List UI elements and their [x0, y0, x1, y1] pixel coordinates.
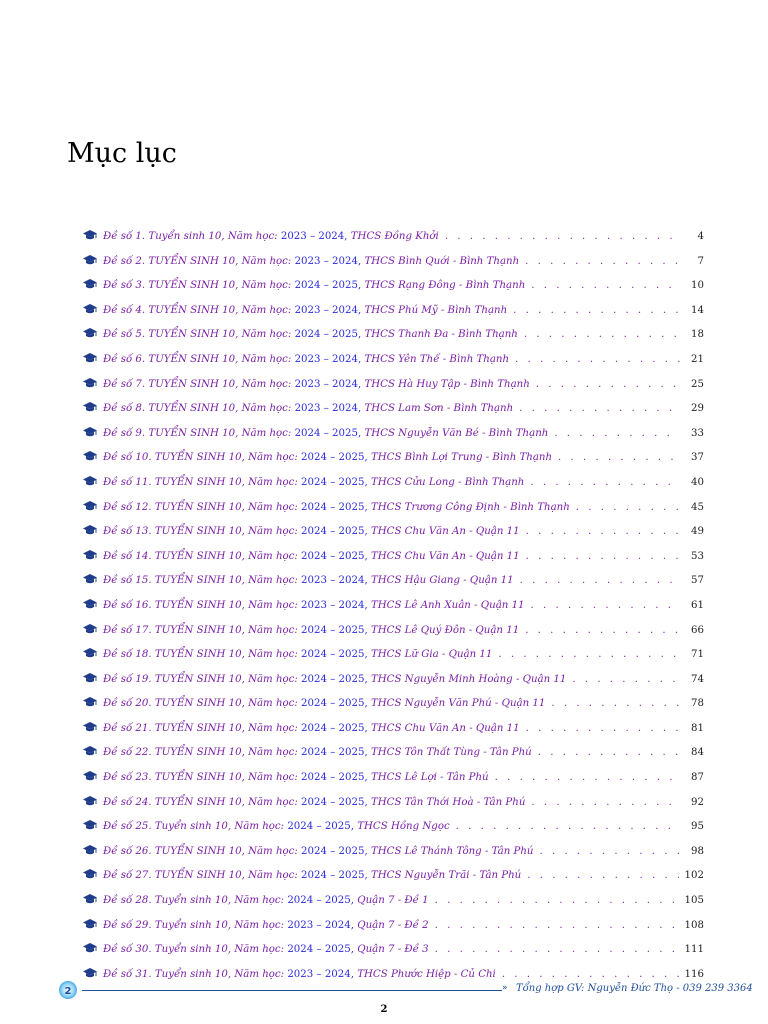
toc-entry-school: THCS Chu Văn An - Quận 11: [370, 550, 520, 562]
toc-entry-year: 2024 – 2025,: [301, 452, 368, 464]
toc-dot-leader: [456, 818, 680, 836]
toc-entry-school: THCS Rạng Đông - Bình Thạnh: [364, 280, 526, 292]
toc-entry-prefix: TUYỂN SINH 10, Năm học:: [148, 427, 292, 439]
toc-entry-year: 2024 – 2025,: [301, 722, 368, 734]
toc-entry-label: Đề số 20.: [103, 698, 152, 710]
footer-credit: Tổng hợp GV: Nguyễn Đức Thọ - 039 239 3364: [516, 983, 753, 994]
graduation-cap-icon: [83, 378, 97, 389]
toc-entry-year: 2024 – 2025,: [287, 895, 354, 907]
toc-entry-year: 2024 – 2025,: [294, 427, 362, 439]
graduation-cap-icon: [83, 624, 97, 635]
toc-entry-year: 2023 – 2024,: [294, 353, 362, 365]
toc-entry-text: [103, 597, 525, 615]
toc-entry-school: THCS Chu Văn An - Quận 11: [370, 722, 520, 734]
toc-entry[interactable]: [83, 548, 704, 573]
toc-entry-label: Đề số 2.: [103, 255, 146, 267]
toc-entry-prefix: TUYỂN SINH 10, Năm học:: [148, 329, 292, 341]
toc-entry-label: Đề số 18.: [103, 649, 152, 661]
toc-entry-text: [103, 917, 429, 935]
toc-entry-page: 116: [684, 968, 704, 980]
toc-dot-leader: [435, 892, 679, 910]
toc-entry-text: [103, 867, 521, 885]
toc-entry[interactable]: [83, 425, 704, 450]
toc-entry-school: THCS Tôn Thất Tùng - Tân Phú: [370, 747, 532, 759]
page-footer: [58, 980, 753, 1000]
graduation-cap-icon: [83, 648, 97, 659]
toc-entry-label: Đề số 9.: [103, 427, 146, 439]
toc-entry[interactable]: [83, 941, 704, 966]
toc-entry-year: 2024 – 2025,: [301, 624, 368, 636]
toc-entry-year: 2023 – 2024,: [287, 919, 354, 931]
toc-entry-label: Đề số 22.: [103, 747, 152, 759]
toc-entry-page: 18: [691, 329, 704, 341]
toc-entry-prefix: Tuyển sinh 10, Năm học:: [154, 919, 285, 931]
toc-entry-page: 49: [691, 526, 704, 538]
toc-entry-page: 53: [691, 550, 704, 562]
toc-entry[interactable]: [83, 376, 704, 401]
toc-entry-school: THCS Tân Thới Hoà - Tân Phú: [370, 796, 526, 808]
toc-entry-prefix: Tuyển sinh 10, Năm học:: [148, 231, 278, 242]
toc-entry-prefix: TUYỂN SINH 10, Năm học:: [148, 378, 292, 390]
toc-entry-page: 29: [691, 403, 704, 415]
graduation-cap-icon: [83, 746, 97, 757]
toc-entry-year: 2024 – 2025,: [301, 772, 368, 784]
toc-entry-school: THCS Lê Anh Xuân - Quận 11: [370, 599, 525, 611]
toc-entry-label: Đề số 13.: [103, 526, 152, 538]
toc-entry-year: 2024 – 2025,: [301, 501, 368, 513]
toc-entry[interactable]: [83, 277, 704, 302]
toc-entry-prefix: TUYỂN SINH 10, Năm học:: [154, 747, 298, 759]
toc-entry-text: [103, 744, 532, 762]
toc-entry-page: 66: [691, 624, 704, 636]
toc-entry-page: 25: [691, 378, 704, 390]
toc-dot-leader: [551, 695, 680, 713]
toc-entry-text: [103, 769, 489, 787]
toc-entry-year: 2023 – 2024,: [294, 255, 362, 267]
toc-entry-school: THCS Bình Lợi Trung - Bình Thạnh: [370, 452, 553, 464]
graduation-cap-icon: [83, 427, 97, 438]
graduation-cap-icon: [83, 869, 97, 880]
toc-entry-text: [103, 622, 519, 640]
toc-entry-label: Đề số 26.: [103, 845, 152, 857]
toc-entry-page: 98: [691, 845, 704, 857]
toc-entry-school: Quận 7 - Đề 3: [357, 944, 429, 956]
toc-dot-leader: [520, 572, 680, 590]
toc-entry-page: 87: [691, 772, 704, 784]
toc-entry-page: 14: [691, 304, 704, 316]
graduation-cap-icon: [83, 476, 97, 487]
toc-entry-label: Đề số 15.: [103, 575, 152, 587]
toc-entry-school: THCS Bình Quới - Bình Thạnh: [364, 255, 520, 267]
toc-entry-prefix: TUYỂN SINH 10, Năm học:: [148, 255, 292, 267]
toc-entry-year: 2024 – 2025,: [301, 526, 368, 538]
toc-entry-prefix: TUYỂN SINH 10, Năm học:: [154, 722, 298, 734]
toc-entry-prefix: TUYỂN SINH 10, Năm học:: [154, 796, 298, 808]
toc-entry-page: 111: [684, 944, 704, 956]
toc-entry-label: Đề số 7.: [103, 378, 146, 390]
toc-entry-school: THCS Nguyễn Trãi - Tân Phú: [370, 870, 522, 882]
toc-entry-prefix: TUYỂN SINH 10, Năm học:: [154, 624, 298, 636]
toc-entry[interactable]: [83, 326, 704, 351]
toc-entry[interactable]: [83, 302, 704, 327]
toc-entry-text: [103, 253, 519, 271]
toc-entry-year: 2023 – 2024,: [294, 403, 362, 415]
toc-entry-label: Đề số 28.: [103, 895, 152, 907]
toc-entry-label: Đề số 3.: [103, 280, 146, 292]
toc-entry-label: Đề số 12.: [103, 501, 152, 513]
toc-dot-leader: [495, 769, 680, 787]
double-chevron-icon: »: [502, 983, 508, 993]
footer-badge-number: 2: [64, 986, 72, 997]
toc-entry-text: [103, 400, 513, 418]
toc-entry-year: 2023 – 2024,: [301, 575, 368, 587]
toc-entry-label: Đề số 31.: [103, 968, 152, 980]
graduation-cap-icon: [83, 894, 97, 905]
toc-entry[interactable]: [83, 351, 704, 376]
toc-entry-page: 102: [684, 870, 704, 882]
toc-entry[interactable]: [83, 228, 704, 253]
toc-entry[interactable]: [83, 917, 704, 942]
toc-entry-page: 81: [691, 722, 704, 734]
toc-entry-year: 2023 – 2024,: [280, 231, 348, 242]
toc-entry[interactable]: [83, 597, 704, 622]
toc-dot-leader: [576, 499, 680, 517]
toc-entry-prefix: Tuyển sinh 10, Năm học:: [154, 895, 285, 907]
toc-dot-leader: [526, 720, 680, 738]
graduation-cap-icon: [83, 919, 97, 930]
toc-entry-year: 2023 – 2024,: [287, 968, 354, 980]
toc-entry-prefix: TUYỂN SINH 10, Năm học:: [148, 280, 292, 292]
toc-entry-label: Đề số 8.: [103, 403, 146, 415]
toc-entry-label: Đề số 4.: [103, 304, 146, 316]
toc-dot-leader: [531, 794, 680, 812]
toc-entry-year: 2024 – 2025,: [301, 550, 368, 562]
toc-entry-year: 2024 – 2025,: [287, 821, 354, 833]
toc-entry-school: THCS Hà Huy Tập - Bình Thạnh: [364, 378, 530, 390]
toc-entry[interactable]: [83, 818, 704, 843]
toc-entry-school: THCS Chu Văn An - Quận 11: [370, 526, 520, 538]
toc-entry-page: 57: [691, 575, 704, 587]
toc-entry[interactable]: [83, 892, 704, 917]
toc-entry-prefix: TUYỂN SINH 10, Năm học:: [154, 550, 298, 562]
toc-entry[interactable]: [83, 572, 704, 597]
toc-entry-text: [103, 425, 548, 443]
toc-entry-label: Đề số 21.: [103, 722, 152, 734]
toc-dot-leader: [519, 400, 680, 418]
graduation-cap-icon: [83, 353, 97, 364]
toc-dot-leader: [445, 228, 680, 246]
toc-entry-text: [103, 326, 518, 344]
toc-title: Mục lục: [67, 138, 177, 169]
toc-entry-year: 2024 – 2025,: [301, 476, 368, 488]
toc-entry-page: 95: [691, 821, 704, 833]
toc-entry-school: THCS Cửu Long - Bình Thạnh: [370, 476, 525, 488]
toc-entry-page: 105: [684, 895, 704, 907]
graduation-cap-icon: [83, 673, 97, 684]
graduation-cap-icon: [83, 550, 97, 561]
toc-entry-text: [103, 548, 520, 566]
toc-entry-year: 2024 – 2025,: [301, 673, 368, 685]
toc-dot-leader: [554, 425, 680, 443]
toc-dot-leader: [526, 523, 680, 541]
toc-entry-label: Đề số 17.: [103, 624, 152, 636]
toc-entry-school: THCS Lê Thánh Tông - Tân Phú: [370, 845, 534, 857]
toc-entry[interactable]: [83, 499, 704, 524]
toc-entry-school: Quận 7 - Đề 2: [357, 919, 429, 931]
toc-entry-text: [103, 843, 533, 861]
toc-dot-leader: [539, 843, 680, 861]
toc-entry-prefix: TUYỂN SINH 10, Năm học:: [154, 452, 298, 464]
toc-entry[interactable]: [83, 794, 704, 819]
toc-entry-text: [103, 794, 525, 812]
toc-entry-prefix: TUYỂN SINH 10, Năm học:: [148, 403, 292, 415]
toc-entry-page: 33: [691, 427, 704, 439]
toc-entry-school: THCS Đồng Khởi: [350, 231, 439, 242]
toc-entry[interactable]: [83, 646, 704, 671]
toc-entry-prefix: Tuyển sinh 10, Năm học:: [154, 944, 285, 956]
toc-entry-year: 2024 – 2025,: [301, 698, 368, 710]
toc-entry-year: 2024 – 2025,: [294, 280, 362, 292]
toc-entry-label: Đề số 5.: [103, 329, 146, 341]
toc-dot-leader: [531, 277, 680, 295]
toc-entry-prefix: TUYỂN SINH 10, Năm học:: [154, 575, 298, 587]
toc-entry-page: 71: [691, 649, 704, 661]
toc-entry-page: 74: [691, 673, 704, 685]
toc-entry-prefix: TUYỂN SINH 10, Năm học:: [154, 501, 298, 513]
toc-entry-text: [103, 499, 570, 517]
graduation-cap-icon: [83, 845, 97, 856]
toc-entry-school: THCS Phước Hiệp - Củ Chi: [357, 968, 496, 980]
toc-entry[interactable]: [83, 622, 704, 647]
toc-entry-prefix: TUYỂN SINH 10, Năm học:: [154, 772, 298, 784]
toc-entry-text: [103, 572, 514, 590]
toc-entry[interactable]: [83, 769, 704, 794]
toc-entry-page: 61: [691, 599, 704, 611]
page-number: 2: [380, 1004, 388, 1015]
toc-entry-label: Đề số 25.: [103, 821, 152, 833]
toc-entry-school: THCS Phú Mỹ - Bình Thạnh: [364, 304, 508, 316]
toc-entry-text: [103, 818, 450, 836]
graduation-cap-icon: [83, 771, 97, 782]
graduation-cap-icon: [83, 697, 97, 708]
toc-entry-school: THCS Nguyễn Văn Bé - Bình Thạnh: [364, 427, 549, 439]
toc-dot-leader: [536, 376, 680, 394]
toc-entry-page: 7: [697, 255, 704, 267]
toc-entry-year: 2024 – 2025,: [294, 329, 362, 341]
toc-entry-text: [103, 941, 429, 959]
toc-entry-year: 2024 – 2025,: [301, 796, 368, 808]
toc-entry[interactable]: [83, 671, 704, 696]
toc-entry-label: Đề số 30.: [103, 944, 152, 956]
toc-entry[interactable]: [83, 523, 704, 548]
graduation-cap-icon: [83, 255, 97, 266]
toc-dot-leader: [526, 548, 680, 566]
toc-entry-page: 84: [691, 747, 704, 759]
toc-entry-year: 2024 – 2025,: [287, 944, 354, 956]
toc-entry-prefix: TUYỂN SINH 10, Năm học:: [148, 353, 292, 365]
toc-entry-label: Đề số 11.: [103, 476, 152, 488]
toc-entry[interactable]: [83, 253, 704, 278]
toc-entry-year: 2023 – 2024,: [294, 304, 362, 316]
toc-entry[interactable]: [83, 867, 704, 892]
toc-entry-text: [103, 302, 507, 320]
toc-entry-text: [103, 474, 524, 492]
toc-entry-text: [103, 671, 566, 689]
toc-entry-year: 2024 – 2025,: [301, 649, 368, 661]
toc-entry-prefix: TUYỂN SINH 10, Năm học:: [148, 304, 292, 316]
toc-entry-prefix: TUYỂN SINH 10, Năm học:: [154, 870, 298, 882]
toc-entry-page: 92: [691, 796, 704, 808]
toc-entry[interactable]: [83, 720, 704, 745]
graduation-cap-icon: [83, 599, 97, 610]
toc-dot-leader: [527, 867, 678, 885]
toc-entry-school: THCS Thanh Đa - Bình Thạnh: [364, 329, 518, 341]
toc-entry-text: [103, 523, 520, 541]
toc-dot-leader: [525, 622, 680, 640]
toc-entry-school: THCS Hồng Ngọc: [357, 821, 450, 833]
toc-entry-label: Đề số 10.: [103, 452, 152, 464]
toc-entry-school: THCS Lê Lợi - Tân Phú: [370, 772, 489, 784]
toc-entry-page: 78: [691, 698, 704, 710]
toc-dot-leader: [572, 671, 680, 689]
graduation-cap-icon: [83, 328, 97, 339]
toc-entry[interactable]: [83, 695, 704, 720]
toc-entry-page: 40: [691, 476, 704, 488]
toc-dot-leader: [513, 302, 680, 320]
toc-entry-year: 2023 – 2024,: [301, 599, 368, 611]
page-badge-icon: [58, 980, 78, 1000]
toc-entry-page: 4: [697, 231, 704, 242]
toc-entry-page: 10: [691, 280, 704, 292]
toc-entry-school: THCS Hậu Giang - Quận 11: [370, 575, 514, 587]
toc-entry-prefix: TUYỂN SINH 10, Năm học:: [154, 476, 298, 488]
toc-entry-school: Quận 7 - Đề 1: [357, 895, 429, 907]
toc-entry-text: [103, 720, 520, 738]
toc-entry-label: Đề số 1.: [103, 231, 146, 242]
toc-entry-label: Đề số 24.: [103, 796, 152, 808]
graduation-cap-icon: [83, 722, 97, 733]
graduation-cap-icon: [83, 304, 97, 315]
toc-entry[interactable]: [83, 843, 704, 868]
toc-entry-label: Đề số 29.: [103, 919, 152, 931]
toc-entry-label: Đề số 14.: [103, 550, 152, 562]
toc-entry-year: 2024 – 2025,: [301, 870, 368, 882]
toc-entry[interactable]: [83, 400, 704, 425]
graduation-cap-icon: [83, 796, 97, 807]
toc-entry-prefix: Tuyển sinh 10, Năm học:: [154, 821, 285, 833]
toc-entry-prefix: TUYỂN SINH 10, Năm học:: [154, 698, 298, 710]
toc-entry-prefix: TUYỂN SINH 10, Năm học:: [154, 845, 298, 857]
graduation-cap-icon: [83, 451, 97, 462]
graduation-cap-icon: [83, 402, 97, 413]
toc-entry-school: THCS Trương Công Định - Bình Thạnh: [370, 501, 570, 513]
graduation-cap-icon: [83, 501, 97, 512]
toc-entry[interactable]: [83, 449, 704, 474]
table-of-contents: [83, 228, 704, 990]
toc-entry-label: Đề số 27.: [103, 870, 152, 882]
toc-entry-text: [103, 277, 525, 295]
toc-dot-leader: [435, 941, 679, 959]
toc-dot-leader: [435, 917, 679, 935]
graduation-cap-icon: [83, 525, 97, 536]
toc-entry-page: 45: [691, 501, 704, 513]
graduation-cap-icon: [83, 230, 97, 241]
toc-entry-prefix: TUYỂN SINH 10, Năm học:: [154, 599, 298, 611]
toc-entry-prefix: TUYỂN SINH 10, Năm học:: [154, 526, 298, 538]
toc-entry-prefix: TUYỂN SINH 10, Năm học:: [154, 673, 298, 685]
toc-entry-school: THCS Lam Sơn - Bình Thạnh: [364, 403, 514, 415]
toc-entry-label: Đề số 23.: [103, 772, 152, 784]
graduation-cap-icon: [83, 943, 97, 954]
toc-entry-text: [103, 376, 530, 394]
toc-entry-text: [103, 695, 545, 713]
graduation-cap-icon: [83, 574, 97, 585]
toc-entry-year: 2024 – 2025,: [301, 845, 368, 857]
footer-rule: [82, 990, 502, 991]
toc-dot-leader: [538, 744, 680, 762]
toc-entry-prefix: TUYỂN SINH 10, Năm học:: [154, 649, 298, 661]
toc-dot-leader: [525, 253, 680, 271]
toc-entry-school: THCS Yên Thế - Bình Thạnh: [364, 353, 510, 365]
graduation-cap-icon: [83, 820, 97, 831]
toc-entry-label: Đề số 19.: [103, 673, 152, 685]
toc-dot-leader: [498, 646, 680, 664]
graduation-cap-icon: [83, 279, 97, 290]
toc-entry[interactable]: [83, 744, 704, 769]
toc-entry-label: Đề số 16.: [103, 599, 152, 611]
toc-dot-leader: [515, 351, 680, 369]
toc-entry-school: THCS Lữ Gia - Quận 11: [370, 649, 493, 661]
toc-entry-text: [103, 646, 492, 664]
toc-entry[interactable]: [83, 474, 704, 499]
toc-entry-year: 2023 – 2024,: [294, 378, 362, 390]
toc-entry-prefix: Tuyển sinh 10, Năm học:: [154, 968, 285, 980]
toc-entry-year: 2024 – 2025,: [301, 747, 368, 759]
toc-entry-text: [103, 449, 552, 467]
graduation-cap-icon: [83, 968, 97, 979]
toc-entry-page: 37: [691, 452, 704, 464]
toc-entry-text: [103, 351, 509, 369]
toc-dot-leader: [531, 597, 680, 615]
toc-entry-text: [103, 228, 439, 246]
toc-dot-leader: [524, 326, 680, 344]
toc-entry-text: [103, 892, 429, 910]
toc-entry-page: 108: [684, 919, 704, 931]
toc-entry-page: 21: [691, 353, 704, 365]
toc-dot-leader: [558, 449, 680, 467]
toc-entry-label: Đề số 6.: [103, 353, 146, 365]
toc-dot-leader: [530, 474, 680, 492]
toc-entry-school: THCS Nguyễn Văn Phú - Quận 11: [370, 698, 546, 710]
toc-entry-school: THCS Nguyễn Minh Hoàng - Quận 11: [370, 673, 567, 685]
toc-entry-school: THCS Lê Quý Đôn - Quận 11: [370, 624, 520, 636]
